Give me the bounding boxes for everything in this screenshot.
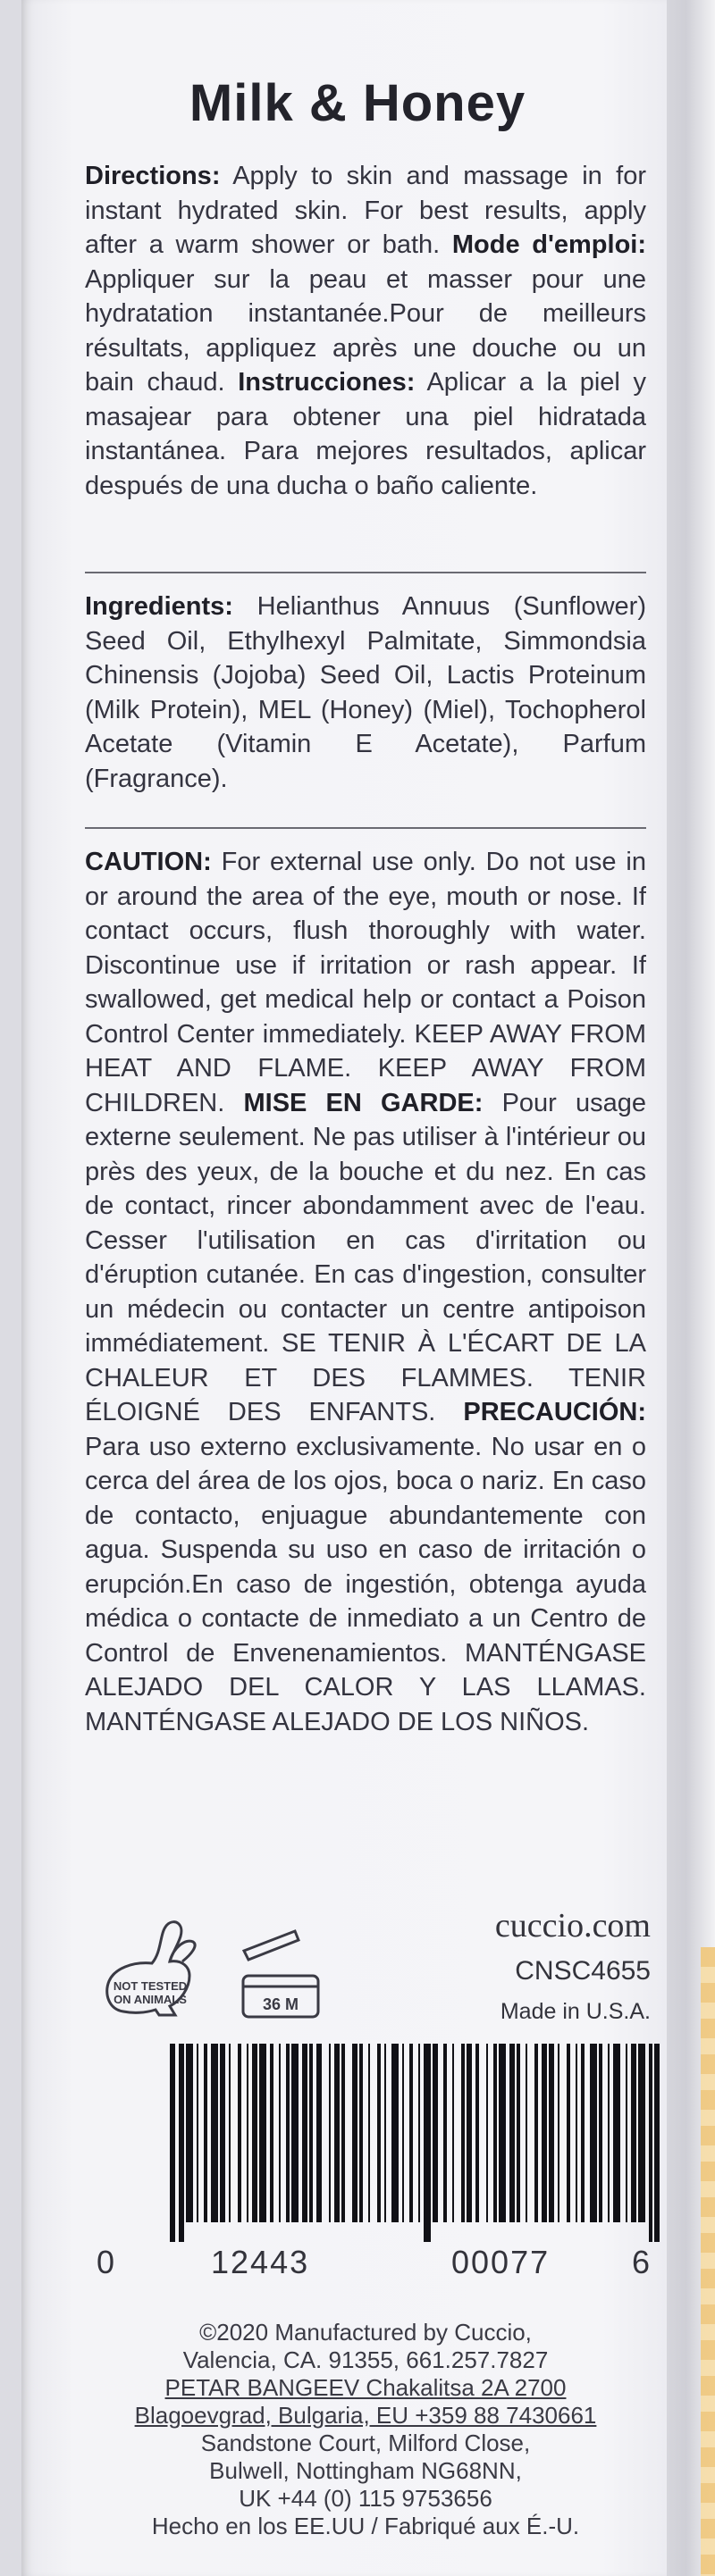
barcode-bar <box>359 2044 363 2222</box>
barcode-bar <box>334 2044 340 2222</box>
barcode-bar <box>443 2044 447 2222</box>
footer-line: Valencia, CA. 91355, 661.257.7827 <box>182 2346 549 2373</box>
footer-line: Bulwell, Nottingham NG68NN, <box>209 2457 522 2484</box>
footer-line: PETAR BANGEEV Chakalitsa 2A 2700 <box>164 2374 567 2401</box>
barcode-bar <box>526 2044 527 2222</box>
footer-line: Sandstone Court, Milford Close, <box>200 2430 531 2456</box>
barcode-bar <box>179 2044 184 2242</box>
product-title: Milk & Honey <box>189 74 526 132</box>
barcode-bar <box>534 2044 538 2222</box>
barcode-bar <box>302 2044 307 2222</box>
barcode-bar <box>581 2044 585 2222</box>
footer-line: ©2020 Manufactured by Cuccio, <box>199 2319 532 2346</box>
barcode-bar <box>493 2044 497 2222</box>
barcode-bar <box>316 2044 322 2222</box>
barcode-bar <box>204 2044 207 2222</box>
barcode-bar <box>252 2044 257 2222</box>
barcode-bar <box>613 2044 620 2222</box>
barcode-left-group: 12443 <box>211 2244 310 2280</box>
barcode-bar <box>576 2044 577 2222</box>
barcode-bar <box>626 2044 627 2222</box>
brand-website: cuccio.com <box>494 1907 651 1945</box>
caution-text-en: For external use only. Do not use in or around the area of the eye, mouth or nose. If contact occurs, flush thoroughly with water. Discontinue use if irritation or rash appear. If swallowed, get medical help or contact a Poison Control Center immediately. KEEP AWAY FROM HEAT AND FLAME. KEEP AWAY FROM CHILDREN. <box>85 848 646 1117</box>
barcode-lead-digit: 0 <box>97 2244 117 2280</box>
barcode-bar <box>377 2044 381 2222</box>
caution-text-fr: Pour usage externe seulement. Ne pas utiliser à l'intérieur ou près des yeux, de la bouche et du nez. En cas de contact, rincer abondamment avec de l'eau. Cesser l'utilisation en cas d'irritation ou d'éruption cutanée. En cas d'ingestion, consulter un médecin ou contacter un centre antipoison immédiatement. SE TENIR À L'ÉCART DE LA CHALEUR ET DES FLAMMES. TENIR ÉLOIGNÉ DES ENFANTS. <box>85 1088 646 1426</box>
barcode-bar <box>499 2044 506 2222</box>
product-code: CNSC4655 <box>515 1956 651 1986</box>
caution-label-es: PRECAUCIÓN: <box>463 1398 646 1426</box>
not-tested-line2: ON ANIMALS <box>114 1993 187 2006</box>
section-divider <box>85 827 646 829</box>
made-in-label: Made in U.S.A. <box>500 1999 651 2024</box>
footer-line: Blagoevgrad, Bulgaria, EU +359 88 7430661 <box>134 2402 597 2429</box>
ingredients-text: Helianthus Annuus (Sunflower) Seed Oil, Ethylhexyl Palmitate, Simmondsia Chinensis (Jojoba) Seed Oil, Lactis Proteinum (Milk Protein), MEL (Honey) (Miel), Tochopherol Acetate (Vitamin E Acetate), Parfum (Fragrance). <box>85 592 646 793</box>
barcode-bar <box>590 2044 597 2222</box>
barcode-bar <box>286 2044 290 2222</box>
barcode-bar <box>461 2044 465 2222</box>
barcode-bar <box>509 2044 515 2222</box>
caution-label-en: CAUTION: <box>85 848 212 876</box>
barcode-bar <box>329 2044 331 2222</box>
ingredients-label: Ingredients: <box>85 592 233 621</box>
footer-line: Hecho en los EE.UU / Fabriqué aux É.-U. <box>151 2513 580 2539</box>
barcode-bar <box>220 2044 225 2222</box>
directions-label-es: Instrucciones: <box>238 368 416 397</box>
barcode-bar <box>259 2044 266 2222</box>
directions-text-fr: Appliquer sur la peau et masser pour une hydratation instantanée.Pour de meilleurs résultats, appliquez après une douche ou un bain chaud. <box>85 264 646 397</box>
barcode-bar <box>467 2044 472 2222</box>
manufacturer-info <box>85 2319 646 2540</box>
directions-label-en: Directions: <box>85 162 221 190</box>
barcode-bar <box>649 2044 652 2242</box>
honeycomb-stripe <box>701 1947 715 2576</box>
barcode-bar <box>352 2044 358 2222</box>
barcode-bar <box>384 2044 386 2222</box>
barcode-bar <box>433 2044 438 2222</box>
barcode-bar <box>368 2044 370 2222</box>
barcode-bar <box>186 2044 193 2222</box>
barcode-bar <box>270 2044 273 2222</box>
barcode-bar <box>418 2044 420 2222</box>
barcode-bar <box>558 2044 559 2222</box>
barcode-bar <box>599 2044 602 2222</box>
directions-label-fr: Mode d'emploi: <box>451 230 647 259</box>
footer-line: UK +44 (0) 115 9753656 <box>239 2485 492 2512</box>
barcode-bar <box>475 2044 479 2222</box>
barcode-bar <box>638 2044 645 2222</box>
certification-logos <box>97 1911 347 2028</box>
barcode-bar <box>341 2044 345 2222</box>
barcode-bar <box>170 2044 175 2242</box>
barcode-bar <box>517 2044 520 2222</box>
barcode-bar <box>402 2044 404 2222</box>
barcode-bar <box>279 2044 281 2222</box>
caution-section <box>85 845 646 1739</box>
barcode-bar <box>608 2044 610 2222</box>
barcode-bar <box>309 2044 313 2222</box>
barcode-right-group: 00077 <box>451 2244 551 2280</box>
barcode-bar <box>238 2044 241 2222</box>
caution-text-es: Para uso externo exclusivamente. No usar en o cerca del área de los ojos, boca o nariz. En caso de contacto, enjuague abundantemente con agua. Suspenda su uso en caso de irritación o erupción.En caso de ingestión, obtenga ayuda médica o contacte de inmediato a un Centro de Control de Envenenamientos. MANTÉNGASE ALEJADO DEL CALOR Y LAS LLAMAS. MANTÉNGASE ALEJADO DE LOS NIÑOS. <box>85 1432 646 1736</box>
not-tested-line1: NOT TESTED <box>113 1979 188 1993</box>
directions-section <box>85 159 646 503</box>
barcode-bar <box>229 2044 231 2222</box>
barcode-bar <box>542 2044 547 2222</box>
barcode-bar <box>247 2044 248 2222</box>
caution-label-fr: MISE EN GARDE: <box>243 1088 484 1117</box>
barcode-bar <box>486 2044 488 2222</box>
barcode-bar <box>211 2044 218 2222</box>
pao-label: 36 M <box>262 1995 299 2013</box>
barcode-bar <box>631 2044 636 2222</box>
directions-text-en: Apply to skin and massage in for instant hydrated skin. For best results, apply after a warm shower or bath. <box>85 162 646 259</box>
barcode-bar <box>567 2044 570 2222</box>
barcode-bar <box>409 2044 413 2222</box>
barcode-check-digit: 6 <box>632 2244 652 2280</box>
barcode-bar <box>654 2044 660 2242</box>
barcode-bar <box>391 2044 399 2222</box>
barcode-bar <box>197 2044 198 2222</box>
barcode-bar <box>452 2044 454 2222</box>
ingredients-section <box>85 590 646 796</box>
directions-text-es: Aplicar a la piel y masajear para obtener una piel hidratada instantánea. Para mejores resultados, aplicar después de una ducha o baño caliente. <box>85 368 646 500</box>
barcode-bar <box>549 2044 554 2222</box>
upc-barcode <box>170 2044 660 2242</box>
barcode-bar <box>291 2044 299 2222</box>
barcode-bar <box>424 2044 431 2242</box>
section-divider <box>85 572 646 573</box>
